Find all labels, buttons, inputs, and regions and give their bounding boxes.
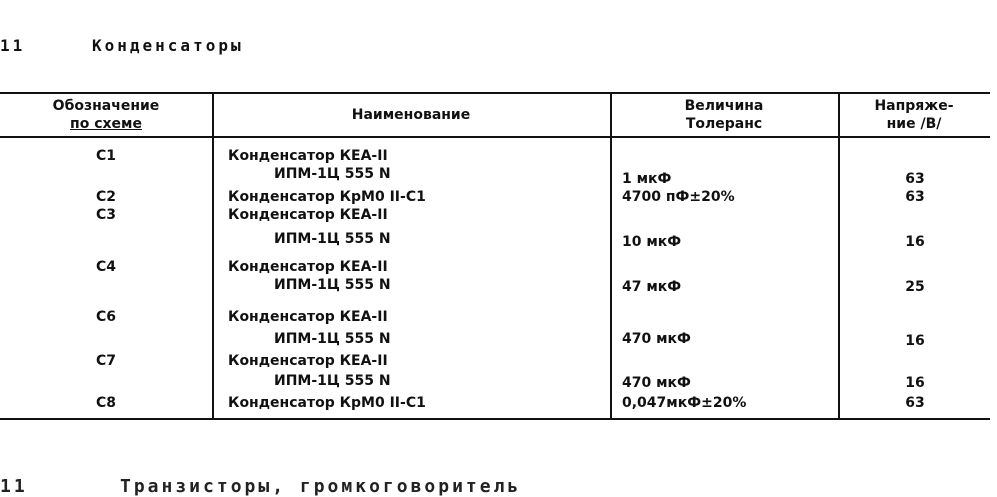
header-voltage-line2: ние /В/ xyxy=(886,116,942,132)
header-ref-line1: Обозначение xyxy=(52,98,160,114)
table-row-voltage: 16 xyxy=(905,375,925,391)
table-row-ref: C1 xyxy=(95,148,116,164)
table-row-voltage: 63 xyxy=(905,395,925,411)
table-row-name: Конденсатор КЕА-II xyxy=(228,309,388,325)
header-voltage-line1: Напряже- xyxy=(874,98,954,114)
table-row-value: 47 мкФ xyxy=(622,279,682,295)
table-row-name-cont: ИПМ-1Ц 555 N xyxy=(274,331,391,347)
header-ref xyxy=(0,94,212,136)
header-value-line1: Величина xyxy=(684,98,764,114)
header-divider xyxy=(0,136,990,138)
table-row-name-cont: ИПМ-1Ц 555 N xyxy=(274,231,391,247)
table-row-value: 470 мкФ xyxy=(622,331,691,347)
column-divider xyxy=(212,94,214,418)
section-title xyxy=(0,36,244,55)
table-row-name: Конденсатор КрМ0 II-С1 xyxy=(228,189,426,205)
table-row-name: Конденсатор КЕА-II xyxy=(228,207,388,223)
column-divider xyxy=(610,94,612,418)
table-row-value: 470 мкФ xyxy=(622,375,691,391)
table-row-ref: C2 xyxy=(95,189,116,205)
capacitors-table xyxy=(0,92,990,420)
header-name-label: Наименование xyxy=(351,107,471,123)
section-heading: Конденсаторы xyxy=(92,36,244,55)
table-row-name-cont: ИПМ-1Ц 555 N xyxy=(274,373,391,389)
table-row-value: 10 мкФ xyxy=(622,234,682,250)
table-row-ref: C3 xyxy=(95,207,116,223)
header-value-line2: Толеранс xyxy=(685,116,763,132)
table-row-value: 4700 пФ±20% xyxy=(622,189,735,205)
table-row-name-cont: ИПМ-1Ц 555 N xyxy=(274,277,391,293)
table-row-ref: C6 xyxy=(95,309,116,325)
table-row-name: Конденсатор КЕА-II xyxy=(228,148,388,164)
table-row-voltage: 63 xyxy=(905,171,925,187)
table-row-name: Конденсатор КЕА-II xyxy=(228,353,388,369)
table-row-value: 0,047мкФ±20% xyxy=(622,395,747,411)
table-row-ref: C8 xyxy=(95,395,116,411)
header-voltage xyxy=(838,94,990,136)
table-row-voltage: 16 xyxy=(905,333,925,349)
table-row-ref: C7 xyxy=(95,353,116,369)
table-row-voltage: 16 xyxy=(905,234,925,250)
header-ref-line2: по схеме xyxy=(70,116,142,132)
table-row-value: 1 мкФ xyxy=(622,171,672,187)
column-divider xyxy=(838,94,840,418)
next-section-heading: Транзисторы, громкоговоритель xyxy=(120,476,522,497)
table-row-name-cont: ИПМ-1Ц 555 N xyxy=(274,166,391,182)
table-row-name: Конденсатор КрМ0 II-С1 xyxy=(228,395,426,411)
table-row-ref: C4 xyxy=(95,259,116,275)
table-row-voltage: 25 xyxy=(905,279,925,295)
header-name xyxy=(212,94,610,136)
table-row-voltage: 63 xyxy=(905,189,925,205)
header-value xyxy=(610,94,838,136)
table-row-name: Конденсатор КЕА-II xyxy=(228,259,388,275)
next-section-number: 11 xyxy=(0,476,28,497)
section-number: 11 xyxy=(0,36,26,55)
